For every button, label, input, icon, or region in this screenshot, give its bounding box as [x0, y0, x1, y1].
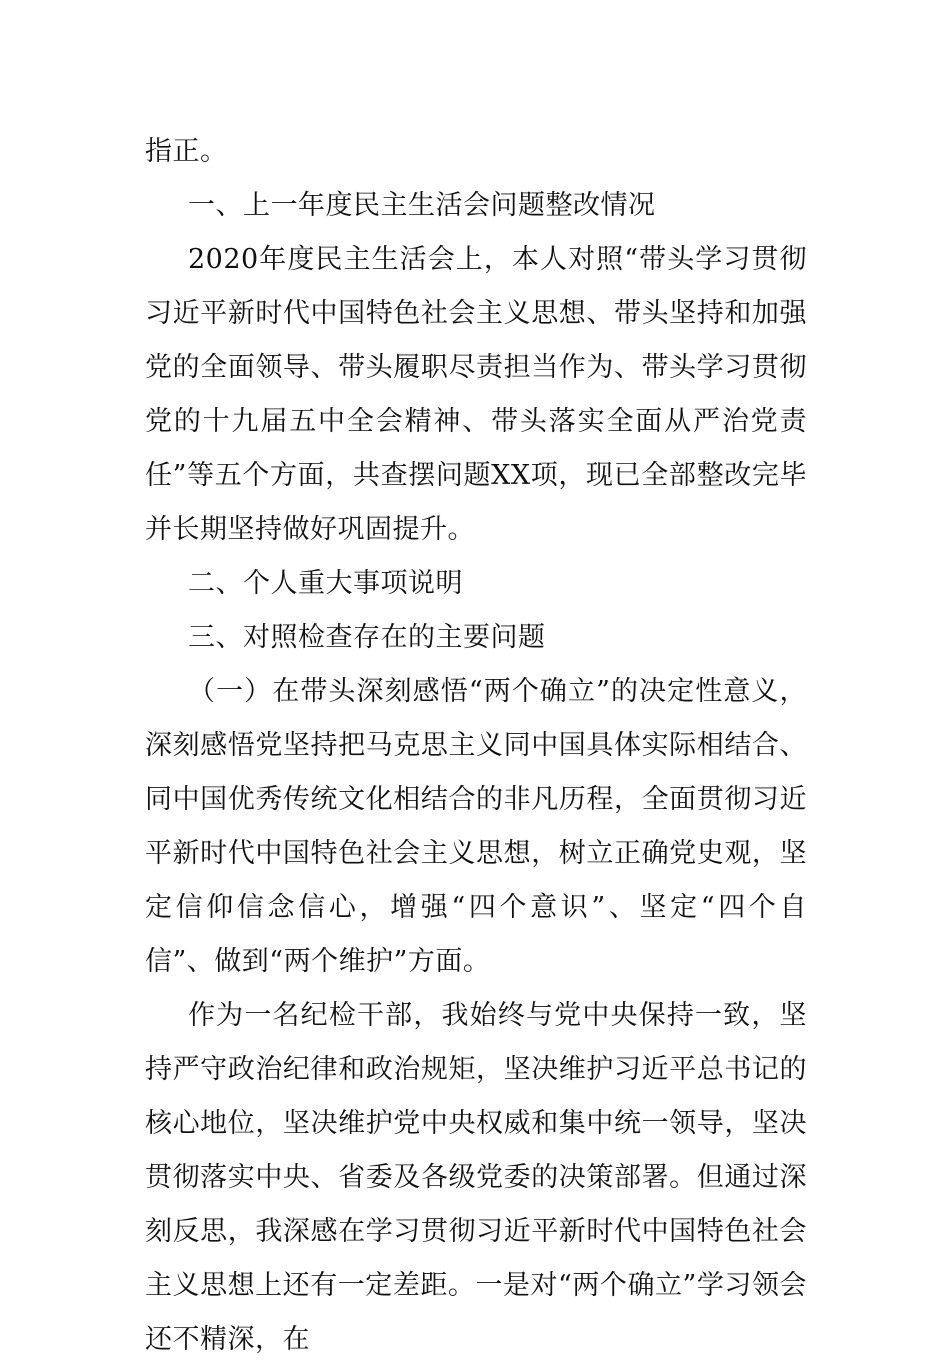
section-heading-3: 三、对照检查存在的主要问题 [188, 622, 546, 653]
paragraph-rectification: 2020年度民主生活会上，本人对照“带头学习贯彻习近平新时代中国特色社会主义思想、带头坚持和加强党的全面领导、带头履职尽责担当作为、带头学习贯彻党的十九届五中全会精神、带头落实全面从严治党责任”等五个方面，共查摆问题XX项，现已全部整改完毕并长期坚持做好巩固提升。 [145, 244, 807, 545]
paragraph-continuation: 指正。 [145, 136, 228, 167]
section-heading-1: 一、上一年度民主生活会问题整改情况 [188, 190, 656, 221]
subsection-heading-1: （一）在带头深刻感悟“两个确立”的决定性意义，深刻感悟党坚持把马克思主义同中国具体实际相结合、同中国优秀传统文化相结合的非凡历程，全面贯彻习近平新时代中国特色社会主义思想，树立正确党史观，坚定信仰信念信心，增强“四个意识”、坚定“四个自信”、做到“两个维护”方面。 [145, 676, 807, 977]
section-heading-2: 二、个人重大事项说明 [188, 568, 463, 599]
document-body [145, 125, 807, 1367]
paragraph-self-review: 作为一名纪检干部，我始终与党中央保持一致，坚持严守政治纪律和政治规矩，坚决维护习近平总书记的核心地位，坚决维护党中央权威和集中统一领导，坚决贯彻落实中央、省委及各级党委的决策部署。但通过深刻反思，我深感在学习贯彻习近平新时代中国特色社会主义思想上还有一定差距。一是对“两个确立”学习领会还不精深，在 [145, 1000, 807, 1355]
